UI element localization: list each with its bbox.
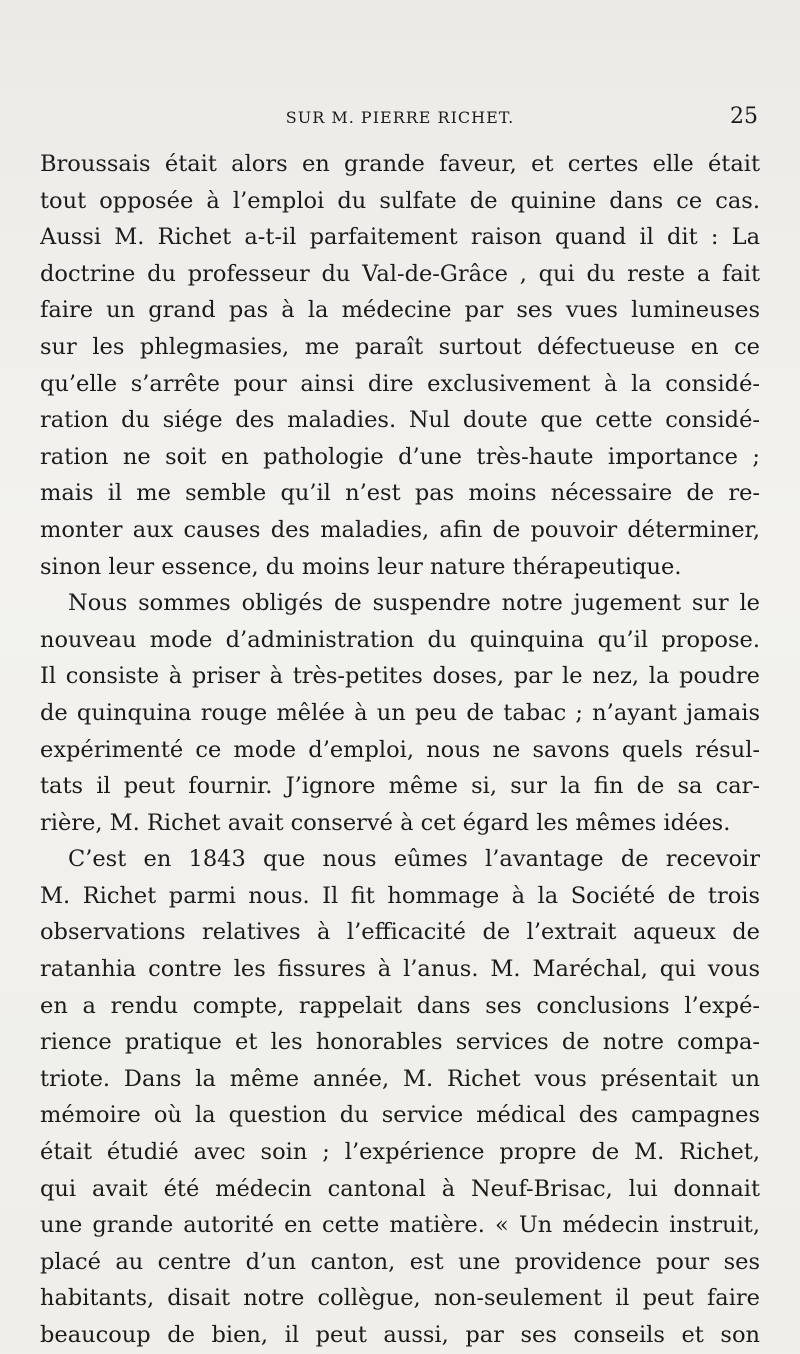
text-line: une grande autorité en cette matière. « Un médecin instruit, — [40, 1212, 760, 1239]
page-header — [40, 104, 760, 138]
text-line: sur les phlegmasies, me paraît surtout défectueuse en ce — [40, 333, 760, 360]
running-head: SUR M. PIERRE RICHET. — [285, 108, 515, 127]
text-line: M. Richet parmi nous. Il fit hommage à la Société de trois — [40, 882, 760, 909]
text-line: faire un grand pas à la médecine par ses vues lumineuses — [40, 297, 760, 324]
text-line: C’est en 1843 que nous eûmes l’avantage de recevoir — [68, 846, 760, 873]
text-line: observations relatives à l’efficacité de l’extrait aqueux de — [40, 919, 760, 946]
text-line: de quinquina rouge mêlée à un peu de tabac ; n’ayant jamais — [40, 699, 760, 726]
text-line: Il consiste à priser à très-petites doses, par le nez, la poudre — [40, 663, 760, 690]
text-line: ratanhia contre les fissures à l’anus. M. Maréchal, qui vous — [40, 956, 760, 983]
text-line: rience pratique et les honorables services de notre compa- — [40, 1029, 760, 1056]
text-line: Nous sommes obligés de suspendre notre jugement sur le — [68, 590, 760, 617]
text-line: ration du siége des maladies. Nul doute que cette considé- — [40, 407, 760, 434]
text-line: expérimenté ce mode d’emploi, nous ne savons quels résul- — [40, 736, 760, 763]
text-line: placé au centre d’un canton, est une providence pour ses — [40, 1248, 760, 1275]
text-line: triote. Dans la même année, M. Richet vous présentait un — [40, 1065, 760, 1092]
text-line: nouveau mode d’administration du quinquina qu’il propose. — [40, 626, 760, 653]
text-line: en a rendu compte, rappelait dans ses conclusions l’expé- — [40, 992, 760, 1019]
text-line: habitants, disait notre collègue, non-seulement il peut faire — [40, 1285, 760, 1312]
text-line: ration ne soit en pathologie d’une très-haute importance ; — [40, 443, 760, 470]
text-line: mais il me semble qu’il n’est pas moins nécessaire de re- — [40, 480, 760, 507]
text-line: beaucoup de bien, il peut aussi, par ses conseils et son — [40, 1322, 760, 1348]
text-line: Broussais était alors en grande faveur, et certes elle était — [40, 151, 760, 177]
body-text — [40, 146, 760, 1354]
text-line: monter aux causes des maladies, afin de pouvoir déterminer, — [40, 516, 760, 543]
page-number: 25 — [730, 104, 758, 129]
text-line: était étudié avec soin ; l’expérience propre de M. Richet, — [40, 1139, 760, 1166]
text-line: mémoire où la question du service médical des campagnes — [40, 1102, 760, 1129]
text-line: tats il peut fournir. J’ignore même si, sur la fin de sa car- — [40, 773, 760, 800]
text-line: Aussi M. Richet a-t-il parfaitement raison quand il dit : La — [40, 224, 760, 251]
text-line: tout opposée à l’emploi du sulfate de quinine dans ce cas. — [40, 187, 760, 214]
text-line: doctrine du professeur du Val-de-Grâce , qui du reste a fait — [40, 260, 760, 287]
text-line: rière, M. Richet avait conservé à cet égard les mêmes idées. — [40, 809, 731, 836]
text-line: sinon leur essence, du moins leur nature thérapeutique. — [40, 553, 682, 580]
text-line: qui avait été médecin cantonal à Neuf-Brisac, lui donnait — [40, 1175, 760, 1202]
text-line: qu’elle s’arrête pour ainsi dire exclusivement à la considé- — [40, 370, 760, 397]
